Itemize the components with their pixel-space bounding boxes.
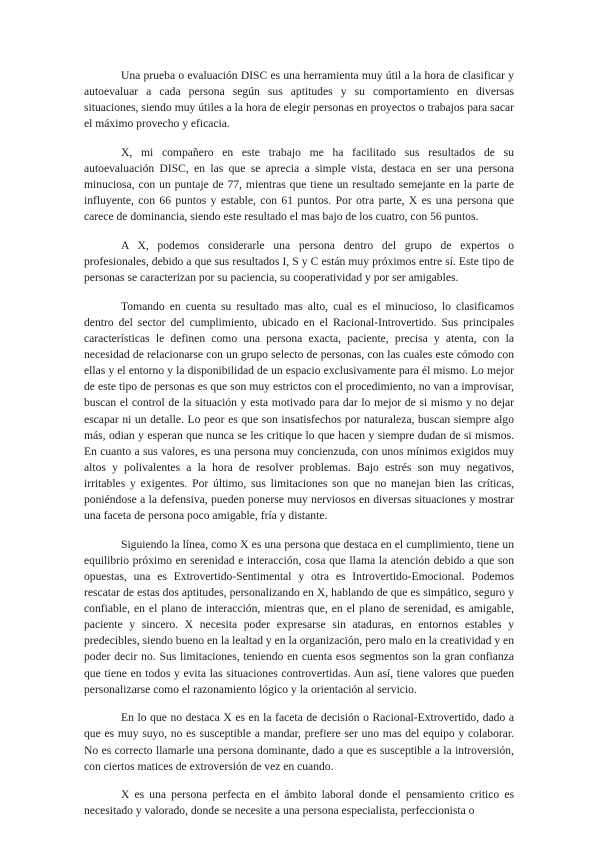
paragraph-expert-group: A X, podemos considerarle una persona dentro del grupo de expertos o profesionales, debido a que sus resultados I, S y C están muy próximos entre sí. Este tipo de personas se caracterizan por su paciencia, su cooperatividad y por ser amigables. (84, 239, 514, 285)
paragraph-compliance: Tomando en cuenta su resultado mas alto, cual es el minucioso, lo clasificamos dentro del sector del cumplimiento, ubicado en el Racional-Introvertido. Sus principales características le definen como una persona exacta, paciente, precisa y atenta, con la necesidad de relacionarse con un grupo selecto de personas, con las cuales este cómodo con ellas y el entorno y la disponibilidad de un espacio exclusivamente para él mismo. Lo mejor de este tipo de personas es que son muy estrictos con el procedimiento, no van a improvisar, buscan el control de la situación y esta motivado para dar lo mejor de si mismo y no dejar escapar ni un detalle. Lo peor es que son insatisfechos por naturaleza, buscan siempre algo más, odian y esperan que nunca se les critique lo que hacen y siempre dudan de si mismos. En cuanto a sus valores, es una persona muy concienzuda, con unos mínimos exigidos muy altos y polivalentes a la hora de resolver problemas. Bajo estrés son muy negativos, irritables y exigentes. Por último, sus limitaciones son que no manejan bien las críticas, poniéndose a la defensiva, pueden ponerse muy nerviosos en diversas situaciones y mostrar una faceta de persona poco amigable, fría y distante. (84, 299, 514, 523)
body-text (84, 68, 514, 832)
paragraph-serenity-interaction: Siguiendo la línea, como X es una persona que destaca en el cumplimiento, tiene un equilibrio próximo en serenidad e interacción, cosa que llama la atención debido a que son opuestas, una es Extrovertido-Sentimental y otra es Introvertido-Emocional. Podemos rescatar de estas dos aptitudes, personalizando en X, hablando de que es simpático, seguro y confiable, en el plano de interacción, mientras que, en el plano de serenidad, es amigable, paciente y sincero. X necesita poder expresarse sin ataduras, en entornos estables y predecibles, siendo bueno en la lealtad y en la organización, pero malo en la creatividad y en poder decir no. Sus limitaciones, teniendo en cuenta esos segmentos son la gran confianza que tiene en todos y evita las situaciones controvertidas. Aun así, tiene valores que pueden personalizarse como el razonamiento lógico y la orientación al servicio. (84, 537, 514, 696)
paragraph-decision: En lo que no destaca X es en la faceta de decisión o Racional-Extrovertido, dado a que es muy suyo, no es susceptible a mandar, prefiere ser uno mas del equipo y colaborar. No es correcto llamarle una persona dominante, dado a que es susceptible a la introversión, con ciertos matices de extroversión de vez en cuando. (84, 711, 514, 773)
paragraph-disc-intro: Una prueba o evaluación DISC es una herramienta muy útil a la hora de clasificar y autoevaluar a cada persona según sus aptitudes y su comportamiento en diversas situaciones, siendo muy útiles a la hora de elegir personas en proyectos o trabajos para sacar el máximo provecho y eficacia. (84, 69, 514, 131)
paragraph-workplace: X es una persona perfecta en el ámbito laboral donde el pensamiento critico es necesitado y valorado, donde se necesite a una persona especialista, perfeccionista o (84, 788, 514, 818)
paragraph-disc-results: X, mi compañero en este trabajo me ha facilitado sus resultados de su autoevaluación DISC, en las que se aprecia a simple vista, destaca en ser una persona minuciosa, con un puntaje de 77, mientras que tiene un resultado semejante en la parte de influyente, con 66 puntos y estable, con 61 puntos. Por otra parte, X es una persona que carece de dominancia, siendo este resultado el mas bajo de los cuatro, con 56 puntos. (84, 145, 514, 224)
